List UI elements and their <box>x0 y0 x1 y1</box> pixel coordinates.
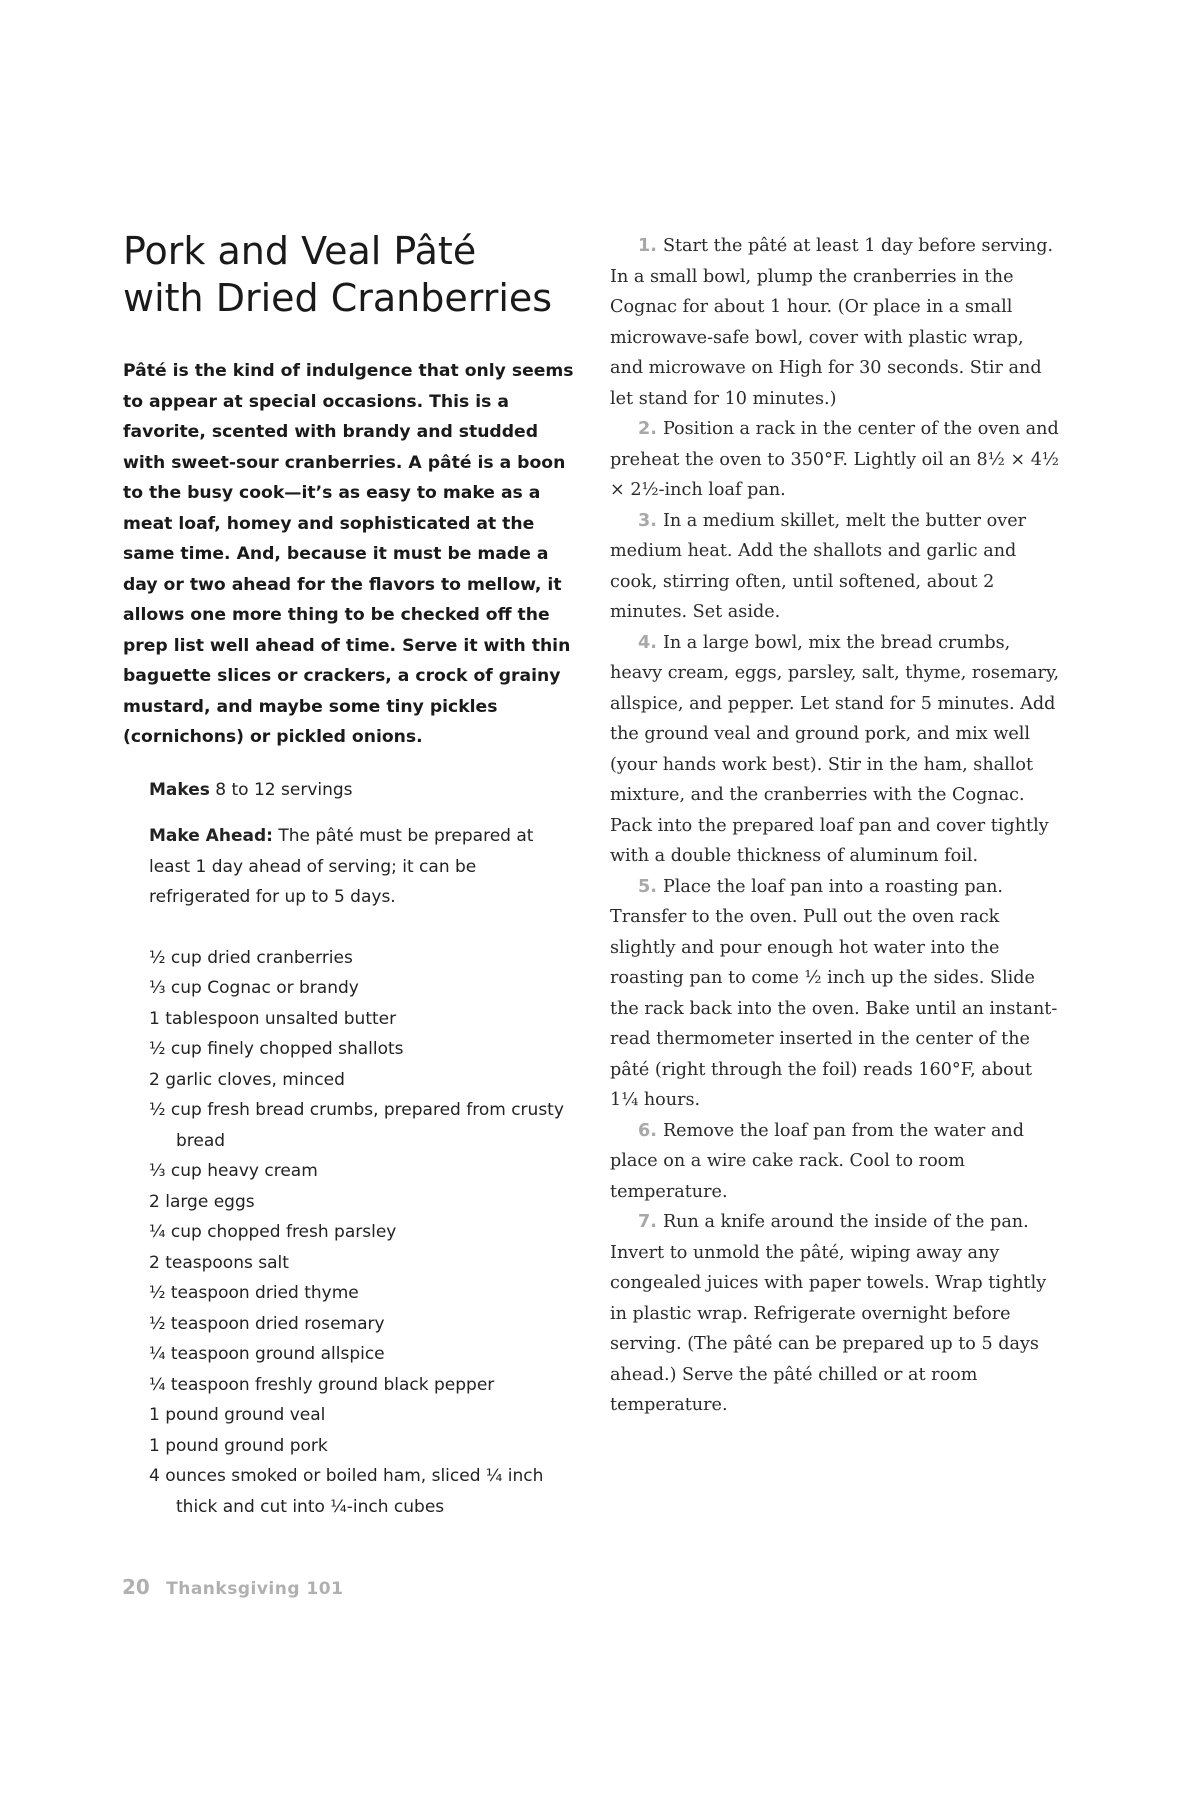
ingredient-item: 2 large eggs <box>149 1191 255 1212</box>
recipe-yield <box>149 775 575 806</box>
ingredient-item: ½ cup dried cranberries <box>149 947 353 968</box>
ingredient-item: ¼ teaspoon freshly ground black pepper <box>149 1374 495 1395</box>
step-text: Start the pâté at least 1 day before serving. In a small bowl, plump the cranberries in the Cognac for about 1 hour. (Or place in a small microwave-safe bowl, cover with plastic wrap, and microwave on High for 30 seconds. Stir and let stand for 10 minutes.) <box>610 236 1054 409</box>
step-number: 5. <box>638 876 657 897</box>
page-number: 20 <box>122 1575 150 1599</box>
ingredient-item: ½ teaspoon dried thyme <box>149 1283 359 1303</box>
step-number: 1. <box>638 236 657 256</box>
step-text: Remove the loaf pan from the water and place on a wire cake rack. Cool to room temperature. <box>610 1120 1025 1202</box>
make-ahead-note <box>149 821 575 913</box>
ingredient-item: ½ cup finely chopped shallots <box>149 1039 404 1059</box>
instruction-step <box>610 872 1060 1116</box>
instruction-step <box>610 628 1060 872</box>
instruction-step <box>610 231 1060 414</box>
step-text: In a large bowl, mix the bread crumbs, heavy cream, eggs, parsley, salt, thyme, rosemary, allspice, and pepper. Let stand for 5 minutes. Add the ground veal and ground pork, and mix well (your hands work best). Stir in the ham, shallot mixture, and the cranberries with the Cognac. Pack into the prepared loaf pan and cover tightly with a double thickness of aluminum foil. <box>610 632 1060 866</box>
step-text: Run a knife around the inside of the pan. Invert to unmold the pâté, wiping away any congealed juices with paper towels. Wrap tightly in plastic wrap. Refrigerate overnight before serving. (The pâté can be prepared up to 5 days ahead.) Serve the pâté chilled or at room temperature. <box>610 1212 1047 1415</box>
instructions-column <box>610 231 1060 1421</box>
step-number: 7. <box>638 1212 657 1232</box>
recipe-title-line-2: with Dried Cranberries <box>123 276 553 320</box>
ingredient-item: 4 ounces smoked or boiled ham, sliced ¼ inch thick and cut into ¼-inch cubes <box>149 1466 544 1517</box>
recipe-intro: Pâté is the kind of indulgence that only seems to appear at special occasions. This is a favorite, scented with brandy and studded with sweet-sour cranberries. A pâté is a boon to the busy cook—it’s as easy to make as a meat loaf, homey and sophisticated at the same time. And, because it must be made a day or two ahead for the flavors to mellow, it allows one more thing to be checked off the prep list well ahead of time. Serve it with thin baguette slices or crackers, a crock of grainy mustard, and maybe some tiny pickles (cornichons) or pickled onions. <box>123 361 574 747</box>
ingredient-item: ¼ teaspoon ground allspice <box>149 1344 385 1364</box>
step-text: In a medium skillet, melt the butter over medium heat. Add the shallots and garlic and cook, stirring often, until softened, about 2 minutes. Set aside. <box>610 510 1027 622</box>
ingredient-item: 1 pound ground veal <box>149 1405 326 1425</box>
yield-label: Makes <box>149 779 210 800</box>
step-number: 2. <box>638 419 657 439</box>
make-ahead-label: Make Ahead: <box>149 826 273 846</box>
yield-value: 8 to 12 servings <box>215 779 353 800</box>
ingredient-item: ⅓ cup Cognac or brandy <box>149 978 359 998</box>
left-column <box>123 228 575 1522</box>
instruction-step <box>610 1116 1060 1208</box>
step-number: 4. <box>638 632 657 653</box>
book-title: Thanksgiving 101 <box>166 1579 344 1599</box>
step-text: Position a rack in the center of the oven and preheat the oven to 350°F. Lightly oil an 8½ × 4½ × 2½-inch loaf pan. <box>610 419 1059 500</box>
ingredient-item: 1 pound ground pork <box>149 1435 328 1456</box>
ingredient-item: ½ teaspoon dried rosemary <box>149 1313 385 1334</box>
recipe-title <box>123 228 575 322</box>
instruction-step <box>610 506 1060 628</box>
step-number: 3. <box>638 510 657 531</box>
ingredient-item: ⅓ cup heavy cream <box>149 1161 318 1181</box>
instruction-step <box>610 1207 1060 1421</box>
instruction-step <box>610 414 1060 506</box>
ingredient-item: 2 garlic cloves, minced <box>149 1069 345 1090</box>
ingredient-item: 1 tablespoon unsalted butter <box>149 1008 397 1029</box>
ingredient-item: 2 teaspoons salt <box>149 1252 289 1273</box>
ingredient-item: ¼ cup chopped fresh parsley <box>149 1222 397 1242</box>
page-footer <box>122 1575 343 1599</box>
ingredient-item: ½ cup fresh bread crumbs, prepared from crusty bread <box>149 1100 564 1151</box>
step-number: 6. <box>638 1120 657 1141</box>
make-ahead-value: The pâté must be prepared at least 1 day ahead of serving; it can be refrigerated for up to 5 days. <box>149 826 534 907</box>
step-text: Place the loaf pan into a roasting pan. Transfer to the oven. Pull out the oven rack slightly and pour enough hot water into the roasting pan to come ½ inch up the sides. Slide the rack back into the oven. Bake until an instant-read thermometer inserted in the center of the pâté (right through the foil) reads 160°F, about 1¼ hours. <box>610 876 1058 1110</box>
recipe-title-line-1: Pork and Veal Pâté <box>123 229 477 273</box>
ingredient-list <box>149 943 575 1523</box>
